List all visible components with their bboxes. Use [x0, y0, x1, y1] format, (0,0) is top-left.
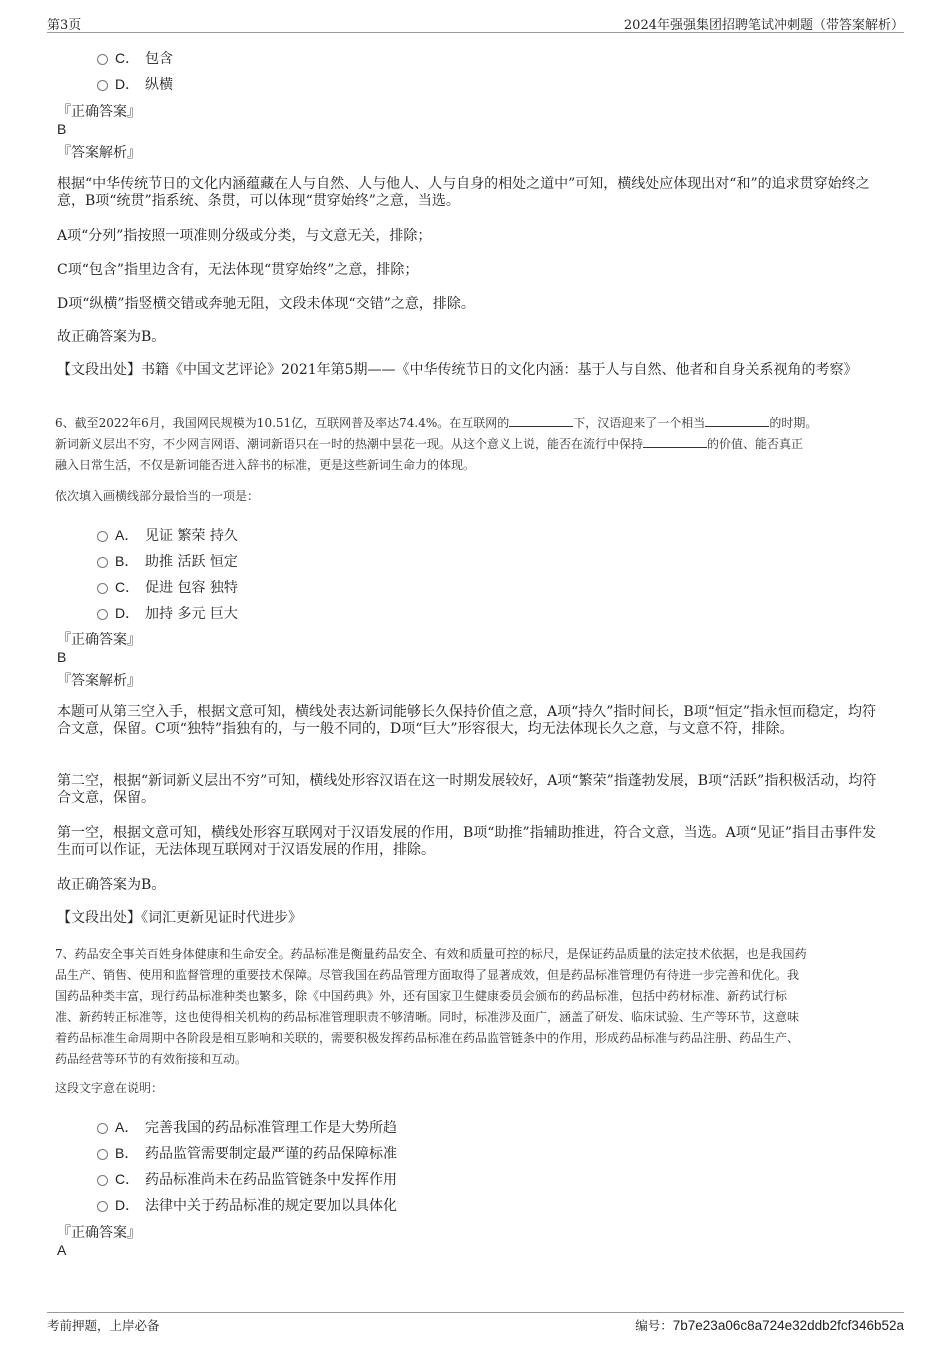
blank-3 [643, 436, 707, 448]
analysis-paragraph: 第二空，根据“新词新义层出不穷”可知，横线处形容汉语在这一时期发展较好，A项“繁荣”指蓬勃发展，B项“活跃”指积极活动，均符合文意，保留。 [57, 773, 877, 806]
radio-icon[interactable] [97, 531, 108, 542]
option-c[interactable]: C． 促进 包容 独特 [97, 577, 238, 597]
page-footer [47, 1312, 904, 1333]
radio-icon[interactable] [97, 609, 108, 620]
footer-slogan: 考前押题，上岸必备 [47, 1318, 160, 1333]
radio-icon[interactable] [97, 583, 108, 594]
radio-icon[interactable] [97, 1149, 108, 1160]
option-b[interactable]: B． 助推 活跃 恒定 [97, 551, 238, 571]
question-6-prompt: 依次填入画横线部分最恰当的一项是： [55, 489, 260, 503]
correct-answer-value: B [57, 121, 67, 137]
analysis-paragraph: D项“纵横”指竖横交错或奔驰无阻，文段未体现“交错”之意，排除。 [57, 296, 475, 312]
question-7-prompt: 这段文字意在说明： [55, 1081, 164, 1095]
analysis-paragraph: 本题可从第三空入手，根据文意可知，横线处表达新词能够长久保持价值之意，A项“持久”指时间长，B项“恒定”指永恒而稳定，均符合文意，保留。C项“独特”指独有的，与一般不同的，D项“巨大”形容很大，均无法体现长久之意，与文意不符，排除。 [57, 704, 877, 737]
page-number: 第3页 [47, 18, 82, 33]
correct-answer-label: 『正确答案』 [57, 632, 141, 648]
source-citation: 【文段出处】书籍《中国文艺评论》2021年第5期——《中华传统节日的文化内涵：基于人与自然、他者和自身关系视角的考察》 [57, 362, 858, 378]
analysis-paragraph: C项“包含”指里边含有，无法体现“贯穿始终”之意，排除； [57, 262, 419, 278]
radio-icon[interactable] [97, 1201, 108, 1212]
question-7-stem: 7、药品安全事关百姓身体健康和生命安全。药品标准是衡量药品安全、有效和质量可控的标尺，是保证药品质量的法定技术依据，也是我国药 品生产、销售、使用和监督管理的重要技术保障。尽管我国在药品管理方面取得了显著成效，但是药品标准管理仍有待进一步完善和优化。我 国药品种类丰富，现行药品标准种类也繁多，除《中国药典》外，还有国家卫生健康委员会颁布的药品标准，包括中药材标准、新药试行标 准、新药转正标准等，这也使得相关机构的药品标准管理职责不够清晰。同时，标准涉及面广，涵盖了研发、临床试验、生产等环节，这意味 着药品标准生命周期中各阶段是相互影响和关联的，需要积极发挥药品标准在药品监管链条中的作用，形成药品标准与药品注册、药品生产、 药品经营等环节的有效衔接和互动。 [55, 947, 807, 1066]
option-a[interactable]: A． 见证 繁荣 持久 [97, 525, 238, 545]
option-d[interactable]: D． 法律中关于药品标准的规定要加以具体化 [97, 1195, 397, 1215]
analysis-conclusion: 故正确答案为B。 [57, 877, 166, 893]
radio-icon[interactable] [97, 80, 108, 91]
option-d[interactable]: D． 纵横 [97, 74, 173, 94]
source-citation: 【文段出处】《词汇更新见证时代进步》 [57, 910, 302, 926]
option-c[interactable]: C． 药品标准尚未在药品监管链条中发挥作用 [97, 1169, 397, 1189]
radio-icon[interactable] [97, 54, 108, 65]
analysis-conclusion: 故正确答案为B。 [57, 329, 166, 345]
document-code: 编号：7b7e23a06c8a724e32ddb2fcf346b52a [635, 1318, 904, 1333]
analysis-paragraph: 第一空，根据文意可知，横线处形容互联网对于汉语发展的作用，B项“助推”指辅助推进，符合文意，当选。A项“见证”指目击事件发生而可以作证，无法体现互联网对于汉语发展的作用，排除。 [57, 825, 877, 858]
correct-answer-label: 『正确答案』 [57, 104, 141, 120]
radio-icon[interactable] [97, 557, 108, 568]
document-title: 2024年强强集团招聘笔试冲刺题（带答案解析） [623, 18, 904, 33]
option-c[interactable]: C． 包含 [97, 48, 173, 68]
correct-answer-value: B [57, 649, 67, 665]
blank-1 [509, 415, 573, 427]
analysis-paragraph: A项“分列”指按照一项准则分级或分类，与文意无关，排除； [57, 228, 432, 244]
option-d[interactable]: D． 加持 多元 巨大 [97, 603, 238, 623]
analysis-label: 『答案解析』 [57, 673, 141, 689]
option-a[interactable]: A． 完善我国的药品标准管理工作是大势所趋 [97, 1117, 397, 1137]
radio-icon[interactable] [97, 1175, 108, 1186]
analysis-label: 『答案解析』 [57, 145, 141, 161]
option-b[interactable]: B． 药品监管需要制定最严谨的药品保障标准 [97, 1143, 397, 1163]
radio-icon[interactable] [97, 1123, 108, 1134]
correct-answer-label: 『正确答案』 [57, 1225, 141, 1241]
blank-2 [705, 415, 769, 427]
page-header [47, 10, 904, 33]
analysis-paragraph: 根据“中华传统节日的文化内涵蕴藏在人与自然、人与他人、人与自身的相处之道中”可知，横线处应体现出对“和”的追求贯穿始终之意，B项“统贯”指系统、条贯，可以体现“贯穿始终”之意，当选。 [57, 176, 870, 209]
question-6-stem: 6、截至2022年6月，我国网民规模为10.51亿，互联网普及率达74.4%。在互联网的 下，汉语迎来了一个相当 的时期。 新词新义层出不穷，不少网言网语、潮词新语只在一时的热潮中昙花一现。从这个意义上说，能否在流行中保持 的价值、能否真正 融入日常生活，不仅是新词能否进入辞书的标准，更是这些新词生命力的体现。 [55, 416, 818, 472]
correct-answer-value: A [57, 1242, 67, 1258]
